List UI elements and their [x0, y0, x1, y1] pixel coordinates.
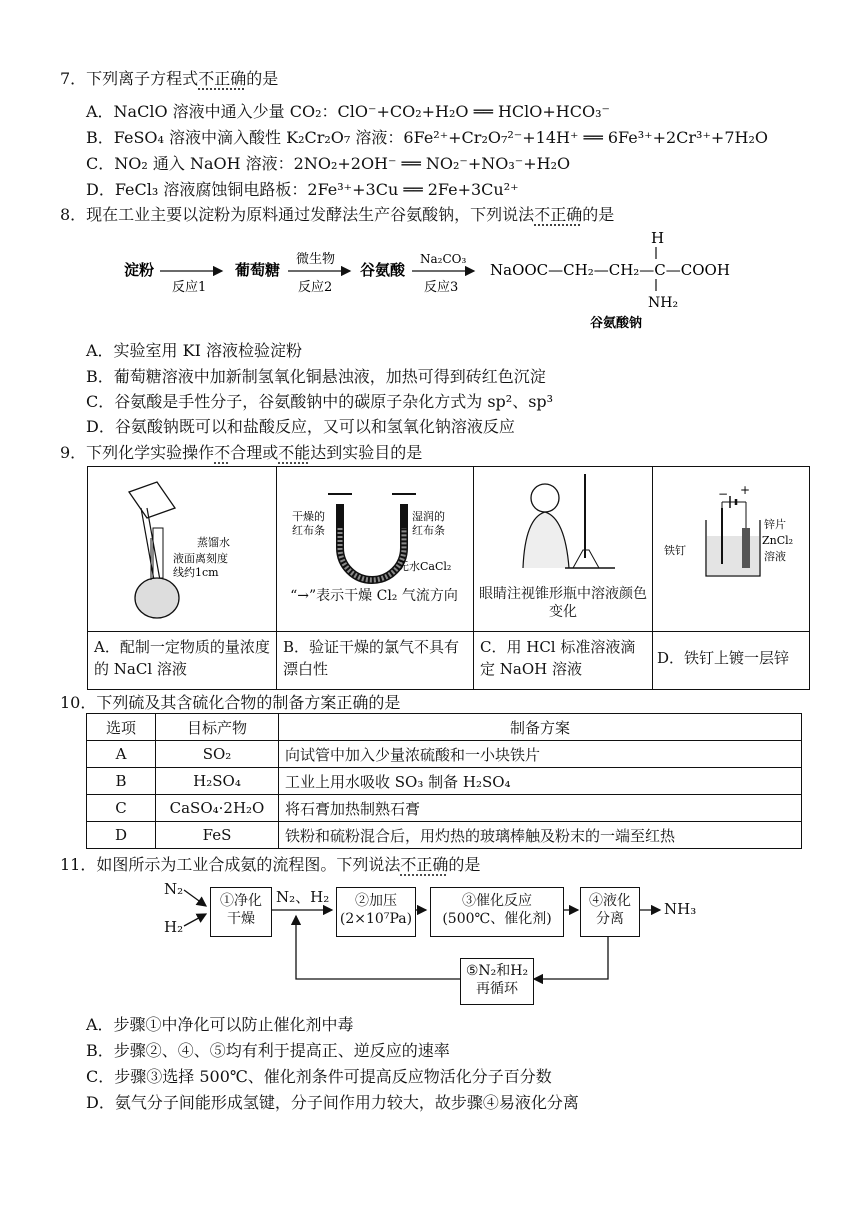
table-row [87, 822, 802, 849]
q9-stem: 9．下列化学实验操作不合理或不能达到实验目的是 [60, 443, 423, 462]
emphasis-dots: 不 [214, 443, 231, 462]
emphasis-dots: 不正确 [534, 205, 583, 224]
q8-option-d: D．谷氨酸钠既可以和盐酸反应，又可以和氢氧化钠溶液反应 [86, 417, 515, 436]
q8-option-c: C．谷氨酸是手性分子，谷氨酸钠中的碳原子杂化方式为 sp²、sp³ [86, 392, 554, 411]
flow-input-h2: H₂ [164, 918, 184, 936]
q7-option-b: B．FeSO₄ 溶液中滴入酸性 K₂Cr₂O₇ 溶液：6Fe²⁺+Cr₂O₇²⁻+14H⁺ ══ 6Fe³⁺+2Cr³⁺+7H₂O [86, 128, 768, 147]
svg-text:NH₂: NH₂ [648, 295, 679, 311]
flow-step-2: ②加压 (2×10⁷Pa) [336, 887, 416, 937]
flow-mid-label: N₂、H₂ [276, 888, 330, 906]
scheme-formula: NaOOC—CH₂—CH₂—C—COOH [490, 261, 730, 279]
q11-option-c: C．步骤③选择 500℃、催化剂条件可提高反应物活化分子百分数 [86, 1067, 552, 1086]
table-cell: D [87, 822, 156, 849]
q11-option-d: D．氨气分子间能形成氢键，分子间作用力较大，故步骤④易液化分离 [86, 1093, 579, 1112]
q9-option-d: D．铁钉上镀一层锌 [653, 632, 810, 690]
figure-d [653, 467, 810, 632]
figure-b [277, 467, 474, 632]
svg-text:−: − [718, 487, 729, 501]
q8-option-a: A．实验室用 KI 溶液检验淀粉 [86, 341, 303, 360]
emphasis-dots: 不正确 [400, 855, 449, 874]
glutamate-scheme [0, 225, 867, 335]
table-cell: 向试管中加入少量浓硫酸和一小块铁片 [279, 741, 802, 768]
table-cell: 将石膏加热制熟石膏 [279, 795, 802, 822]
table-header: 选项 [87, 714, 156, 741]
q11-stem: 11．如图所示为工业合成氨的流程图。下列说法不正确的是 [60, 855, 481, 874]
svg-text:ZnCl₂: ZnCl₂ [762, 534, 794, 547]
svg-text:反应1: 反应1 [172, 280, 207, 295]
table-header: 目标产物 [156, 714, 279, 741]
q9-option-c: C．用 HCl 标准溶液滴定 NaOH 溶液 [474, 632, 653, 690]
q8-stem: 8．现在工业主要以淀粉为原料通过发酵法生产谷氨酸钠，下列说法不正确的是 [60, 205, 615, 224]
svg-text:H: H [651, 229, 665, 247]
figure-b-caption: “→”表示干燥 Cl₂ 气流方向 [290, 588, 458, 604]
svg-text:红布条: 红布条 [292, 524, 325, 537]
table-cell: 工业上用水吸收 SO₃ 制备 H₂SO₄ [279, 768, 802, 795]
svg-text:红布条: 红布条 [412, 524, 445, 537]
svg-text:+: + [740, 483, 751, 497]
table-cell: FeS [156, 822, 279, 849]
svg-text:液面离刻度: 液面离刻度 [173, 552, 228, 565]
flow-step-5: ⑤N₂和H₂ 再循环 [460, 958, 534, 1005]
electroplating-figure [654, 468, 808, 608]
svg-text:溶液: 溶液 [764, 550, 786, 563]
svg-text:铁钉: 铁钉 [664, 544, 686, 557]
emphasis-dots: 不正确 [198, 69, 247, 88]
q9-experiment-table [87, 466, 810, 690]
svg-text:反应2: 反应2 [298, 280, 333, 295]
table-cell: H₂SO₄ [156, 768, 279, 795]
table-cell: C [87, 795, 156, 822]
svg-text:线约1cm: 线约1cm [173, 566, 219, 579]
svg-text:干燥的: 干燥的 [292, 510, 325, 523]
svg-text:Na₂CO₃: Na₂CO₃ [420, 252, 467, 266]
table-row [87, 741, 802, 768]
u-tube-figure [278, 468, 472, 588]
q7-option-d: D．FeCl₃ 溶液腐蚀铜电路板：2Fe³⁺+3Cu ══ 2Fe+3Cu²⁺ [86, 180, 519, 199]
q10-stem: 10．下列硫及其含硫化合物的制备方案正确的是 [60, 693, 401, 712]
q7-option-a: A．NaClO 溶液中通入少量 CO₂：ClO⁻+CO₂+H₂O ══ HClO+HCO₃⁻ [86, 102, 610, 121]
flow-step-3: ③催化反应 (500℃、催化剂) [430, 887, 564, 937]
q7-option-c: C．NO₂ 通入 NaOH 溶液：2NO₂+2OH⁻ ══ NO₂⁻+NO₃⁻+H₂O [86, 154, 571, 173]
svg-text:微生物: 微生物 [296, 252, 336, 267]
table-cell: 铁粉和硫粉混合后，用灼热的玻璃棒触及粉末的一端至红热 [279, 822, 802, 849]
svg-text:蒸馏水: 蒸馏水 [197, 536, 230, 549]
scheme-glucose: 葡萄糖 [235, 261, 281, 279]
svg-text:锌片: 锌片 [764, 518, 786, 531]
flow-step-4: ④液化 分离 [580, 887, 640, 937]
scheme-starch: 淀粉 [124, 261, 155, 279]
q7-stem: 7．下列离子方程式不正确的是 [60, 69, 279, 88]
q11-option-b: B．步骤②、④、⑤均有利于提高正、逆反应的速率 [86, 1041, 450, 1060]
flow-input-n2: N₂ [164, 880, 184, 898]
titration-figure [475, 468, 651, 578]
svg-text:反应3: 反应3 [424, 280, 459, 295]
q9-option-a: A．配制一定物质的量浓度的 NaCl 溶液 [88, 632, 277, 690]
svg-text:无水CaCl₂: 无水CaCl₂ [398, 560, 452, 573]
table-row [87, 768, 802, 795]
table-cell: B [87, 768, 156, 795]
q8-option-b: B．葡萄糖溶液中加新制氢氧化铜悬浊液，加热可得到砖红色沉淀 [86, 367, 546, 386]
figure-a [88, 467, 277, 632]
table-header: 制备方案 [279, 714, 802, 741]
table-cell: CaSO₄·2H₂O [156, 795, 279, 822]
scheme-product-name: 谷氨酸钠 [590, 316, 643, 331]
q9-option-b: B．验证干燥的氯气不具有漂白性 [277, 632, 474, 690]
scheme-glutamic-acid: 谷氨酸 [360, 261, 406, 279]
q11-option-a: A．步骤①中净化可以防止催化剂中毒 [86, 1015, 354, 1034]
figure-c-caption: 眼睛注视锥形瓶中溶液颜色变化 [479, 586, 647, 620]
emphasis-dots: 不能 [278, 443, 311, 462]
svg-text:湿润的: 湿润的 [412, 510, 445, 523]
volumetric-flask-figure [89, 468, 275, 626]
flow-step-1: ①净化 干燥 [210, 887, 272, 937]
figure-c [474, 467, 653, 632]
table-cell: A [87, 741, 156, 768]
q10-preparation-table [86, 713, 802, 849]
table-cell: SO₂ [156, 741, 279, 768]
table-row [87, 795, 802, 822]
flow-output-nh3: NH₃ [664, 900, 697, 918]
